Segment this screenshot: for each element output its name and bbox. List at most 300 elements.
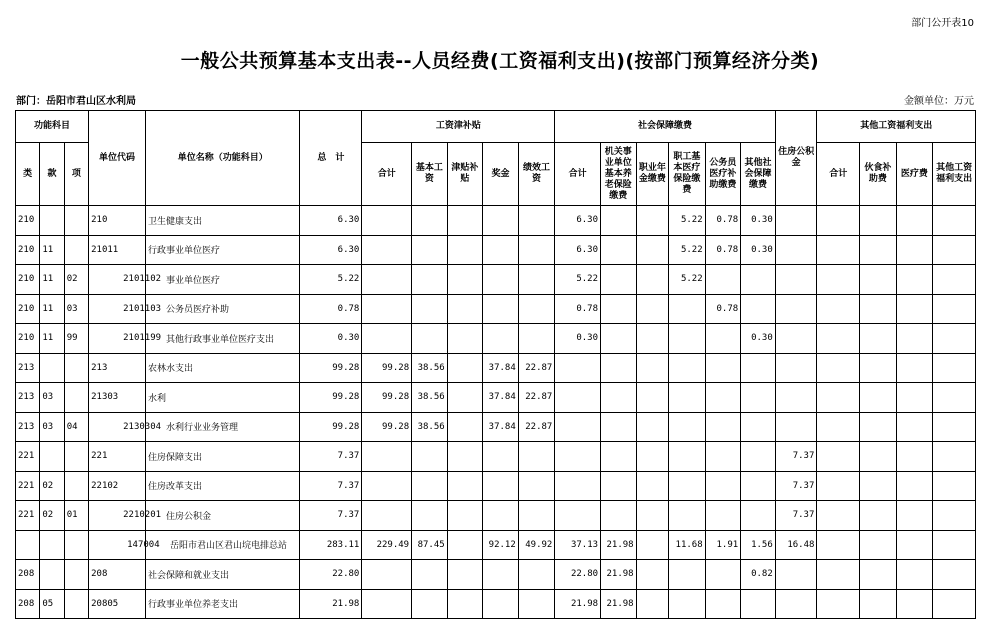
cell-amount: 49.92 bbox=[518, 530, 555, 560]
cell-amount bbox=[636, 560, 669, 590]
cell-unit-code: 213 bbox=[89, 353, 146, 383]
header-other-sub: 医疗费 bbox=[896, 143, 933, 206]
cell-amount: 5.22 bbox=[669, 265, 706, 295]
cell-amount bbox=[896, 471, 933, 501]
cell-amount bbox=[705, 471, 741, 501]
cell-unit-name: 水利行业业务管理 bbox=[146, 412, 300, 442]
cell-amount bbox=[447, 353, 483, 383]
cell-amount bbox=[741, 383, 776, 413]
cell-amount bbox=[705, 324, 741, 354]
cell-amount: 21.98 bbox=[601, 530, 637, 560]
cell-amount bbox=[412, 324, 448, 354]
cell-amount bbox=[447, 383, 483, 413]
cell-amount: 99.28 bbox=[362, 412, 412, 442]
cell-lei: 213 bbox=[16, 383, 40, 413]
cell-amount: 0.30 bbox=[555, 324, 601, 354]
cell-amount bbox=[817, 589, 860, 619]
table-body bbox=[16, 206, 976, 619]
cell-amount bbox=[741, 589, 776, 619]
header-social-sub: 公务员医疗补助缴费 bbox=[705, 143, 741, 206]
table-row bbox=[16, 324, 976, 354]
cell-amount bbox=[412, 501, 448, 531]
cell-unit-name: 其他行政事业单位医疗支出 bbox=[146, 324, 300, 354]
cell-amount bbox=[412, 589, 448, 619]
cell-amount bbox=[483, 324, 519, 354]
cell-unit-name: 事业单位医疗 bbox=[146, 265, 300, 295]
cell-amount bbox=[705, 560, 741, 590]
cell-kuan: 03 bbox=[40, 412, 64, 442]
cell-unit-code: 21303 bbox=[89, 383, 146, 413]
header-xiang: 项 bbox=[64, 143, 88, 206]
cell-amount: 37.13 bbox=[555, 530, 601, 560]
cell-amount: 87.45 bbox=[412, 530, 448, 560]
cell-amount bbox=[362, 265, 412, 295]
cell-amount: 0.30 bbox=[300, 324, 362, 354]
cell-amount bbox=[669, 589, 706, 619]
cell-amount bbox=[705, 442, 741, 472]
table-row bbox=[16, 265, 976, 295]
cell-kuan bbox=[40, 530, 64, 560]
cell-amount bbox=[775, 412, 817, 442]
cell-amount: 1.91 bbox=[705, 530, 741, 560]
cell-amount bbox=[817, 265, 860, 295]
cell-amount bbox=[555, 383, 601, 413]
cell-unit-code: 22102 bbox=[89, 471, 146, 501]
cell-amount bbox=[483, 235, 519, 265]
cell-kuan: 03 bbox=[40, 383, 64, 413]
cell-amount bbox=[741, 412, 776, 442]
cell-amount bbox=[741, 471, 776, 501]
cell-amount bbox=[636, 294, 669, 324]
cell-amount bbox=[601, 471, 637, 501]
cell-amount bbox=[669, 324, 706, 354]
header-lei: 类 bbox=[16, 143, 40, 206]
cell-amount: 11.68 bbox=[669, 530, 706, 560]
cell-amount: 7.37 bbox=[775, 471, 817, 501]
cell-amount bbox=[412, 471, 448, 501]
cell-lei: 210 bbox=[16, 294, 40, 324]
cell-amount: 0.78 bbox=[705, 294, 741, 324]
cell-amount bbox=[601, 501, 637, 531]
cell-lei: 210 bbox=[16, 265, 40, 295]
cell-amount bbox=[817, 324, 860, 354]
cell-amount bbox=[933, 353, 976, 383]
cell-amount bbox=[636, 412, 669, 442]
budget-table bbox=[15, 110, 976, 619]
cell-amount bbox=[896, 560, 933, 590]
cell-amount bbox=[362, 471, 412, 501]
header-social-sub: 其他社会保障缴费 bbox=[741, 143, 776, 206]
cell-kuan bbox=[40, 442, 64, 472]
cell-kuan: 11 bbox=[40, 324, 64, 354]
cell-kuan bbox=[40, 353, 64, 383]
cell-amount bbox=[412, 206, 448, 236]
cell-amount bbox=[483, 471, 519, 501]
table-row bbox=[16, 530, 976, 560]
cell-xiang bbox=[64, 206, 88, 236]
cell-amount bbox=[362, 501, 412, 531]
cell-amount bbox=[933, 412, 976, 442]
cell-amount bbox=[518, 501, 555, 531]
cell-amount: 37.84 bbox=[483, 353, 519, 383]
cell-amount bbox=[933, 560, 976, 590]
table-row bbox=[16, 442, 976, 472]
header-social-sub: 合计 bbox=[555, 143, 601, 206]
cell-amount bbox=[705, 383, 741, 413]
cell-amount bbox=[447, 530, 483, 560]
header-social-sub: 职工基本医疗保险缴费 bbox=[669, 143, 706, 206]
cell-amount: 7.37 bbox=[300, 501, 362, 531]
header-kuan: 款 bbox=[40, 143, 64, 206]
cell-amount bbox=[933, 265, 976, 295]
cell-xiang: 02 bbox=[64, 265, 88, 295]
cell-amount: 99.28 bbox=[300, 353, 362, 383]
cell-amount bbox=[669, 353, 706, 383]
cell-amount bbox=[933, 294, 976, 324]
cell-amount bbox=[518, 589, 555, 619]
cell-amount bbox=[705, 265, 741, 295]
cell-amount: 37.84 bbox=[483, 383, 519, 413]
cell-amount bbox=[636, 324, 669, 354]
cell-amount bbox=[860, 235, 897, 265]
cell-amount bbox=[601, 324, 637, 354]
cell-amount: 5.22 bbox=[300, 265, 362, 295]
table-row bbox=[16, 471, 976, 501]
cell-amount bbox=[412, 560, 448, 590]
cell-amount bbox=[860, 265, 897, 295]
cell-amount bbox=[705, 589, 741, 619]
cell-amount bbox=[483, 294, 519, 324]
cell-amount: 5.22 bbox=[669, 235, 706, 265]
cell-amount bbox=[817, 353, 860, 383]
table-row bbox=[16, 560, 976, 590]
cell-amount bbox=[860, 560, 897, 590]
cell-amount bbox=[741, 265, 776, 295]
cell-amount: 37.84 bbox=[483, 412, 519, 442]
cell-amount: 0.78 bbox=[705, 206, 741, 236]
cell-unit-name: 社会保障和就业支出 bbox=[146, 560, 300, 590]
table-row bbox=[16, 412, 976, 442]
cell-amount bbox=[775, 383, 817, 413]
cell-amount bbox=[412, 265, 448, 295]
cell-amount bbox=[518, 265, 555, 295]
cell-amount bbox=[447, 324, 483, 354]
cell-amount bbox=[775, 235, 817, 265]
cell-amount bbox=[860, 471, 897, 501]
cell-xiang bbox=[64, 442, 88, 472]
cell-amount bbox=[896, 412, 933, 442]
cell-amount bbox=[933, 442, 976, 472]
cell-amount bbox=[412, 442, 448, 472]
cell-amount bbox=[601, 353, 637, 383]
cell-amount bbox=[860, 530, 897, 560]
cell-amount bbox=[447, 294, 483, 324]
cell-amount bbox=[817, 412, 860, 442]
department-label: 部门：岳阳市君山区水利局 bbox=[16, 96, 136, 107]
cell-amount: 21.98 bbox=[601, 560, 637, 590]
cell-amount bbox=[817, 471, 860, 501]
cell-amount bbox=[636, 383, 669, 413]
cell-xiang bbox=[64, 383, 88, 413]
cell-amount: 38.56 bbox=[412, 412, 448, 442]
cell-kuan: 02 bbox=[40, 501, 64, 531]
cell-amount bbox=[555, 471, 601, 501]
cell-amount: 99.28 bbox=[300, 383, 362, 413]
header-unit-code: 单位代码 bbox=[89, 111, 146, 206]
cell-unit-name: 卫生健康支出 bbox=[146, 206, 300, 236]
cell-amount: 22.80 bbox=[300, 560, 362, 590]
header-social-group: 社会保障缴费 bbox=[555, 111, 775, 143]
cell-xiang bbox=[64, 235, 88, 265]
cell-unit-name: 农林水支出 bbox=[146, 353, 300, 383]
cell-amount bbox=[896, 265, 933, 295]
cell-lei: 208 bbox=[16, 560, 40, 590]
table-row bbox=[16, 235, 976, 265]
cell-amount bbox=[933, 206, 976, 236]
cell-amount bbox=[741, 294, 776, 324]
cell-amount: 38.56 bbox=[412, 383, 448, 413]
table-row bbox=[16, 294, 976, 324]
cell-amount bbox=[705, 412, 741, 442]
cell-amount bbox=[817, 560, 860, 590]
cell-amount bbox=[447, 206, 483, 236]
cell-amount bbox=[775, 589, 817, 619]
cell-unit-name: 住房公积金 bbox=[146, 501, 300, 531]
cell-amount: 6.30 bbox=[555, 206, 601, 236]
cell-xiang bbox=[64, 589, 88, 619]
cell-amount: 22.87 bbox=[518, 383, 555, 413]
cell-amount bbox=[896, 442, 933, 472]
cell-xiang: 04 bbox=[64, 412, 88, 442]
cell-amount bbox=[601, 235, 637, 265]
cell-kuan bbox=[40, 206, 64, 236]
cell-unit-code: 208 bbox=[89, 560, 146, 590]
cell-amount: 6.30 bbox=[300, 206, 362, 236]
cell-amount bbox=[518, 235, 555, 265]
cell-amount bbox=[669, 471, 706, 501]
cell-unit-code: 2130304 bbox=[89, 412, 146, 442]
cell-amount: 22.87 bbox=[518, 353, 555, 383]
cell-amount: 21.98 bbox=[555, 589, 601, 619]
cell-kuan: 11 bbox=[40, 265, 64, 295]
cell-amount bbox=[518, 471, 555, 501]
cell-amount bbox=[601, 442, 637, 472]
header-social-sub: 机关事业单位基本养老保险缴费 bbox=[601, 143, 637, 206]
header-unit-name: 单位名称（功能科目） bbox=[146, 111, 300, 206]
cell-amount: 7.37 bbox=[300, 471, 362, 501]
cell-amount bbox=[817, 530, 860, 560]
cell-amount bbox=[636, 501, 669, 531]
cell-amount bbox=[636, 442, 669, 472]
cell-amount bbox=[933, 589, 976, 619]
cell-amount bbox=[636, 471, 669, 501]
cell-amount bbox=[669, 383, 706, 413]
cell-lei: 213 bbox=[16, 412, 40, 442]
cell-amount: 22.87 bbox=[518, 412, 555, 442]
cell-unit-name: 水利 bbox=[146, 383, 300, 413]
cell-amount: 5.22 bbox=[555, 265, 601, 295]
cell-amount bbox=[483, 206, 519, 236]
cell-lei: 210 bbox=[16, 235, 40, 265]
header-social-sub: 职业年金缴费 bbox=[636, 143, 669, 206]
cell-amount: 229.49 bbox=[362, 530, 412, 560]
cell-unit-name: 行政事业单位养老支出 bbox=[146, 589, 300, 619]
cell-amount bbox=[601, 412, 637, 442]
cell-amount bbox=[933, 530, 976, 560]
cell-kuan: 11 bbox=[40, 294, 64, 324]
cell-amount bbox=[447, 501, 483, 531]
cell-amount bbox=[933, 324, 976, 354]
cell-amount bbox=[775, 324, 817, 354]
cell-unit-code: 2101102 bbox=[89, 265, 146, 295]
cell-amount: 99.28 bbox=[362, 383, 412, 413]
cell-xiang bbox=[64, 471, 88, 501]
cell-lei: 213 bbox=[16, 353, 40, 383]
cell-amount bbox=[518, 206, 555, 236]
cell-amount bbox=[362, 442, 412, 472]
cell-amount bbox=[775, 265, 817, 295]
cell-amount bbox=[775, 206, 817, 236]
cell-amount bbox=[933, 471, 976, 501]
cell-xiang bbox=[64, 560, 88, 590]
cell-amount: 7.37 bbox=[300, 442, 362, 472]
cell-amount bbox=[362, 324, 412, 354]
cell-amount: 21.98 bbox=[601, 589, 637, 619]
cell-amount bbox=[518, 442, 555, 472]
cell-amount bbox=[775, 353, 817, 383]
cell-amount bbox=[817, 235, 860, 265]
cell-unit-code: 147004 bbox=[89, 530, 146, 560]
header-salary-sub: 奖金 bbox=[483, 143, 519, 206]
cell-unit-code: 20805 bbox=[89, 589, 146, 619]
cell-amount bbox=[741, 442, 776, 472]
cell-amount bbox=[412, 235, 448, 265]
cell-amount bbox=[362, 560, 412, 590]
cell-amount bbox=[636, 265, 669, 295]
cell-amount bbox=[896, 294, 933, 324]
table-row bbox=[16, 501, 976, 531]
cell-amount bbox=[860, 294, 897, 324]
header-housing: 住房公积金 bbox=[775, 111, 817, 206]
cell-amount bbox=[860, 383, 897, 413]
cell-amount bbox=[447, 442, 483, 472]
cell-amount bbox=[636, 589, 669, 619]
cell-amount: 92.12 bbox=[483, 530, 519, 560]
cell-amount bbox=[705, 353, 741, 383]
cell-amount: 22.80 bbox=[555, 560, 601, 590]
cell-amount: 99.28 bbox=[362, 353, 412, 383]
table-number-label: 部门公开表10 bbox=[911, 18, 974, 29]
cell-xiang: 03 bbox=[64, 294, 88, 324]
header-func-subject: 功能科目 bbox=[16, 111, 89, 143]
cell-amount bbox=[601, 206, 637, 236]
cell-lei: 208 bbox=[16, 589, 40, 619]
cell-unit-name: 行政事业单位医疗 bbox=[146, 235, 300, 265]
cell-kuan bbox=[40, 560, 64, 590]
cell-amount bbox=[483, 589, 519, 619]
cell-amount bbox=[817, 442, 860, 472]
table-row bbox=[16, 206, 976, 236]
header-other-group: 其他工资福利支出 bbox=[817, 111, 976, 143]
table-row bbox=[16, 353, 976, 383]
cell-amount bbox=[896, 530, 933, 560]
cell-xiang bbox=[64, 353, 88, 383]
header-other-sub: 伙食补助费 bbox=[860, 143, 897, 206]
header-other-sub: 合计 bbox=[817, 143, 860, 206]
header-salary-group: 工资津补贴 bbox=[362, 111, 555, 143]
cell-amount: 0.30 bbox=[741, 235, 776, 265]
cell-amount: 7.37 bbox=[775, 442, 817, 472]
header-salary-sub: 合计 bbox=[362, 143, 412, 206]
cell-amount bbox=[705, 501, 741, 531]
cell-xiang bbox=[64, 530, 88, 560]
cell-amount: 16.48 bbox=[775, 530, 817, 560]
cell-amount: 6.30 bbox=[555, 235, 601, 265]
cell-amount: 0.30 bbox=[741, 206, 776, 236]
cell-amount bbox=[447, 560, 483, 590]
cell-amount bbox=[896, 235, 933, 265]
cell-xiang: 01 bbox=[64, 501, 88, 531]
cell-xiang: 99 bbox=[64, 324, 88, 354]
cell-amount bbox=[518, 560, 555, 590]
cell-amount bbox=[860, 353, 897, 383]
cell-amount bbox=[636, 235, 669, 265]
cell-amount bbox=[669, 560, 706, 590]
cell-kuan: 11 bbox=[40, 235, 64, 265]
cell-amount bbox=[555, 501, 601, 531]
cell-amount bbox=[860, 589, 897, 619]
cell-amount bbox=[362, 206, 412, 236]
cell-amount bbox=[860, 324, 897, 354]
cell-amount bbox=[636, 353, 669, 383]
cell-unit-name: 住房改革支出 bbox=[146, 471, 300, 501]
cell-amount bbox=[555, 412, 601, 442]
cell-amount bbox=[741, 353, 776, 383]
cell-amount bbox=[555, 442, 601, 472]
cell-unit-name: 住房保障支出 bbox=[146, 442, 300, 472]
cell-kuan: 05 bbox=[40, 589, 64, 619]
cell-unit-code: 2101199 bbox=[89, 324, 146, 354]
cell-amount bbox=[447, 471, 483, 501]
cell-amount bbox=[860, 206, 897, 236]
cell-amount bbox=[860, 442, 897, 472]
cell-amount bbox=[362, 294, 412, 324]
cell-lei: 221 bbox=[16, 501, 40, 531]
page-title: 一般公共预算基本支出表--人员经费(工资福利支出)(按部门预算经济分类) bbox=[180, 50, 820, 72]
cell-amount bbox=[896, 589, 933, 619]
cell-amount: 0.78 bbox=[300, 294, 362, 324]
cell-amount bbox=[483, 501, 519, 531]
cell-amount bbox=[933, 235, 976, 265]
cell-amount bbox=[817, 294, 860, 324]
cell-amount bbox=[601, 294, 637, 324]
cell-amount bbox=[860, 501, 897, 531]
cell-amount bbox=[817, 383, 860, 413]
cell-amount bbox=[483, 442, 519, 472]
cell-amount: 6.30 bbox=[300, 235, 362, 265]
cell-amount bbox=[896, 501, 933, 531]
header-salary-sub: 基本工资 bbox=[412, 143, 448, 206]
header-salary-sub: 津贴补贴 bbox=[447, 143, 483, 206]
cell-unit-name: 公务员医疗补助 bbox=[146, 294, 300, 324]
header-salary-sub: 绩效工资 bbox=[518, 143, 555, 206]
cell-amount: 0.30 bbox=[741, 324, 776, 354]
cell-amount bbox=[555, 353, 601, 383]
cell-lei: 210 bbox=[16, 206, 40, 236]
cell-unit-code: 2210201 bbox=[89, 501, 146, 531]
header-total: 总 计 bbox=[300, 111, 362, 206]
cell-amount bbox=[636, 530, 669, 560]
